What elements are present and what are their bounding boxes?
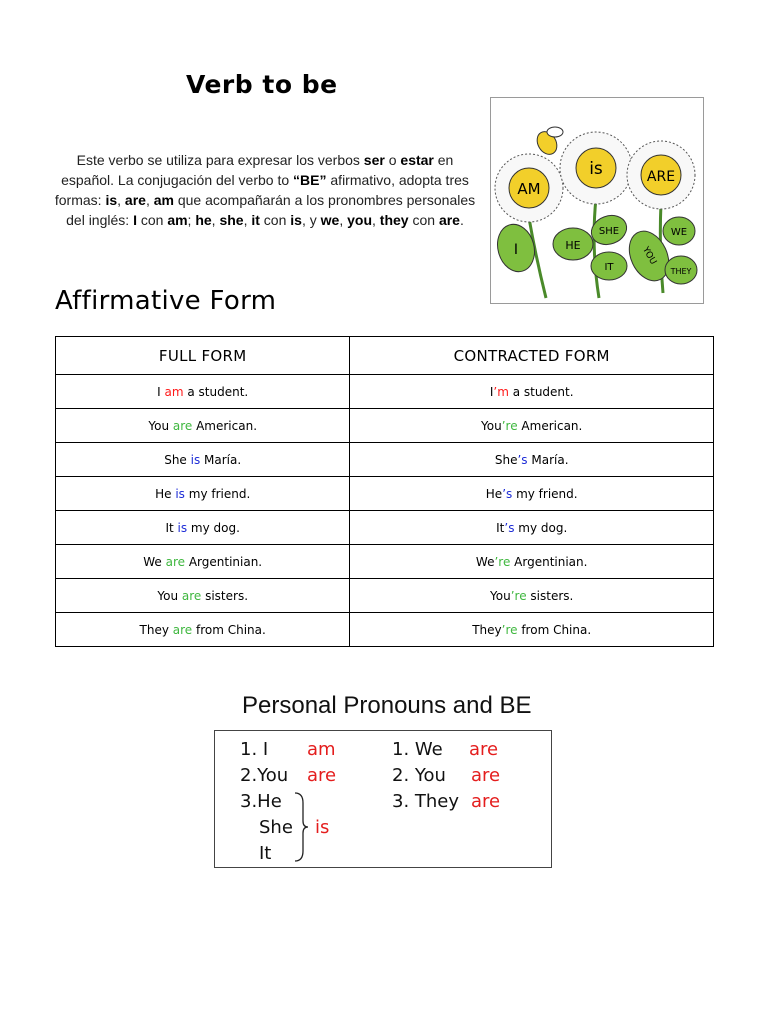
leaf-label: IT: [604, 262, 614, 273]
verb-form: ’re: [501, 418, 518, 433]
leaf-label: THEY: [670, 267, 692, 276]
sentence-text: from China.: [517, 622, 592, 637]
intro-bold: they: [379, 212, 409, 228]
contracted-form-cell: [350, 511, 714, 545]
sentence-text: sisters.: [526, 588, 574, 603]
column-header: FULL FORM: [56, 337, 350, 375]
sentence-text: She: [494, 452, 518, 467]
full-form-cell: [56, 409, 350, 443]
sentence-text: María.: [527, 452, 569, 467]
table-row: [56, 579, 714, 613]
leaf-label: I: [513, 242, 519, 258]
pronoun-verb: am: [307, 739, 336, 760]
contracted-form-cell: [350, 477, 714, 511]
full-form-cell: [56, 613, 350, 647]
sentence-text: sisters.: [201, 588, 249, 603]
sentence-text: my dog.: [514, 520, 568, 535]
intro-text: ,: [145, 192, 154, 208]
pronoun-label: 1. We: [392, 739, 443, 760]
intro-bold: is: [290, 212, 302, 228]
contracted-form-cell: [350, 443, 714, 477]
contracted-form-cell: [350, 579, 714, 613]
sentence-text: my friend.: [512, 486, 578, 501]
intro-bold: estar: [400, 152, 434, 168]
intro-text: ,: [339, 212, 348, 228]
sentence-text: María.: [200, 452, 242, 467]
intro-text: .: [459, 212, 464, 228]
flower-label: AM: [517, 180, 541, 198]
table-row: [56, 511, 714, 545]
affirmative-table: [55, 336, 714, 647]
intro-bold: she: [219, 212, 244, 228]
contracted-form-cell: [350, 409, 714, 443]
intro-bold: we: [320, 212, 340, 228]
sentence-text: American.: [517, 418, 583, 433]
sentence-text: You: [490, 588, 511, 603]
pronoun-verb: are: [471, 791, 501, 812]
sentence-text: They: [139, 622, 173, 637]
brace-icon: [291, 791, 309, 863]
contracted-form-cell: [350, 545, 714, 579]
sentence-text: my friend.: [184, 486, 251, 501]
verb-form: ’s: [502, 486, 513, 501]
leaf-label: HE: [565, 239, 581, 252]
intro-text: ,: [211, 212, 220, 228]
verb-form: am: [164, 384, 184, 399]
table-header-row: [56, 337, 714, 375]
intro-text: , y: [301, 212, 321, 228]
verb-form: is: [177, 520, 188, 535]
pronoun-label: 2. You: [392, 765, 446, 786]
sentence-text: He: [485, 486, 503, 501]
verb-form: ’re: [510, 588, 527, 603]
leaf-label: SHE: [598, 226, 620, 237]
intro-text: con: [136, 212, 168, 228]
verb-form: are: [172, 418, 193, 433]
verb-form: are: [181, 588, 202, 603]
verb-form: is: [190, 452, 201, 467]
intro-bold: is: [105, 192, 118, 208]
sentence-text: I: [157, 384, 165, 399]
pronoun-verb: is: [315, 817, 330, 838]
section-title: Affirmative Form: [55, 286, 277, 316]
verb-form: ’re: [494, 554, 511, 569]
sentence-text: Argentinian.: [185, 554, 263, 569]
leaf-label: WE: [670, 227, 688, 238]
pronoun-label: It: [259, 843, 272, 864]
sentence-text: from China.: [192, 622, 266, 637]
full-form-cell: [56, 511, 350, 545]
sentence-text: a student.: [183, 384, 249, 399]
pronoun-label: 1. I: [240, 739, 269, 760]
table-row: [56, 613, 714, 647]
intro-bold: are: [124, 192, 146, 208]
contracted-form-cell: [350, 375, 714, 409]
sentence-text: You: [148, 418, 173, 433]
intro-text: ,: [117, 192, 125, 208]
intro-text: ;: [187, 212, 196, 228]
table-row: [56, 443, 714, 477]
sentence-text: You: [157, 588, 182, 603]
verb-form: ’re: [501, 622, 518, 637]
intro-text: ,: [243, 212, 252, 228]
full-form-cell: [56, 579, 350, 613]
stem: [594, 198, 599, 298]
sentence-text: my dog.: [187, 520, 240, 535]
table-row: [56, 545, 714, 579]
flowers-svg: [491, 98, 703, 303]
full-form-cell: [56, 477, 350, 511]
flowers-illustration: [490, 97, 704, 304]
full-form-cell: [56, 375, 350, 409]
sentence-text: Argentinian.: [510, 554, 588, 569]
intro-text: Este verbo se utiliza para expresar los verbos: [76, 152, 364, 168]
sentence-text: He: [155, 486, 176, 501]
intro-bold: I: [133, 212, 137, 228]
sentence-text: We: [475, 554, 495, 569]
verb-form: ’s: [504, 520, 515, 535]
pronoun-verb: are: [471, 765, 501, 786]
sentence-text: It: [496, 520, 505, 535]
intro-text: ,: [372, 212, 380, 228]
intro-text: con: [408, 212, 439, 228]
intro-bold: am: [153, 192, 174, 208]
pronoun-label: She: [259, 817, 293, 838]
intro-bold: it: [251, 212, 260, 228]
table-row: [56, 375, 714, 409]
flower-label: is: [589, 159, 603, 179]
table-row: [56, 477, 714, 511]
verb-form: ’s: [517, 452, 528, 467]
intro-bold: he: [195, 212, 212, 228]
table-row: [56, 409, 714, 443]
column-header: CONTRACTED FORM: [350, 337, 714, 375]
intro-text: o: [384, 152, 401, 168]
bee-wing: [547, 127, 563, 137]
sentence-text: She: [164, 452, 191, 467]
sentence-text: a student.: [508, 384, 574, 399]
pronouns-title: Personal Pronouns and BE: [242, 692, 532, 719]
sentence-text: American.: [192, 418, 258, 433]
intro-text: afirmativo, adopta tres formas:: [54, 172, 469, 208]
leaf-label: YOU: [639, 245, 659, 267]
pronoun-label: 3.He: [240, 791, 282, 812]
flower-label: ARE: [646, 169, 676, 185]
intro-bold: ser: [363, 152, 385, 168]
sentence-text: We: [143, 554, 166, 569]
intro-bold: “BE”: [293, 172, 327, 188]
page-title: Verb to be: [186, 70, 338, 99]
full-form-cell: [56, 545, 350, 579]
intro-bold: am: [167, 212, 188, 228]
pronoun-verb: are: [469, 739, 499, 760]
sentence-text: They: [472, 622, 502, 637]
sentence-text: It: [165, 520, 178, 535]
verb-form: are: [172, 622, 193, 637]
sentence-text: You: [481, 418, 502, 433]
intro-text: en español. La conjugación del verbo to: [61, 152, 454, 188]
pronouns-box: [214, 730, 552, 868]
verb-form: are: [165, 554, 186, 569]
intro-paragraph: [50, 150, 480, 230]
pronoun-verb: are: [307, 765, 337, 786]
intro-bold: are: [438, 212, 460, 228]
sentence-text: I: [489, 384, 494, 399]
pronoun-label: 3. They: [392, 791, 460, 812]
verb-form: is: [175, 486, 185, 501]
contracted-form-cell: [350, 613, 714, 647]
intro-bold: you: [347, 212, 372, 228]
intro-text: con: [259, 212, 291, 228]
pronoun-label: 2.You: [240, 765, 289, 786]
verb-form: ’m: [493, 384, 509, 399]
full-form-cell: [56, 443, 350, 477]
intro-text: que acompañarán a los pronombres personales del inglés:: [66, 192, 476, 228]
